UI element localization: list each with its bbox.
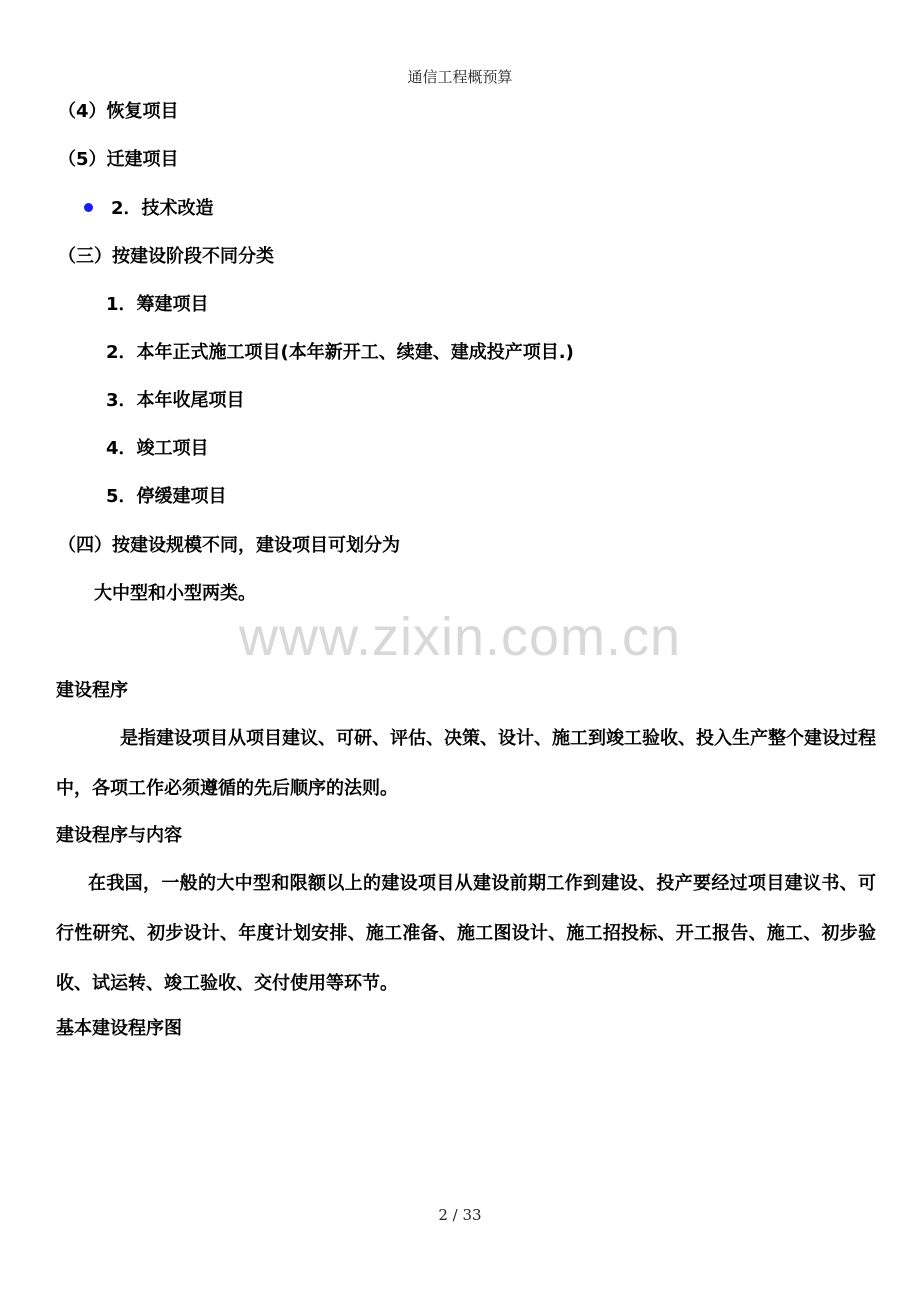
bullet-item-tech-upgrade	[84, 198, 214, 220]
bullet-dot-icon	[84, 203, 93, 212]
list-item-preparation: 1．筹建项目	[106, 294, 209, 315]
section-heading-scale: （四）按建设规模不同，建设项目可划分为	[58, 535, 400, 556]
paragraph-procedure: 是指建设项目从项目建议、可研、评估、决策、设计、施工到竣工验收、投入生产整个建设过程中，各项工作必须遵循的先后顺序的法则。	[56, 728, 876, 799]
heading-procedure-diagram: 基本建设程序图	[56, 1018, 182, 1039]
heading-procedure: 建设程序	[56, 680, 128, 701]
paragraph-procedure-content: 在我国，一般的大中型和限额以上的建设项目从建设前期工作到建设、投产要经过项目建议书、可行性研究、初步设计、年度计划安排、施工准备、施工图设计、施工招投标、开工报告、施工、初步验收、试运转、竣工验收、交付使用等环节。	[56, 873, 876, 994]
list-item-restore: （4）恢复项目	[58, 101, 179, 122]
page-number: 2 / 33	[438, 1206, 482, 1224]
page-header: 通信工程概预算	[407, 68, 513, 86]
list-item-completed: 4．竣工项目	[106, 438, 209, 459]
heading-procedure-content: 建设程序与内容	[56, 825, 182, 846]
section-heading-phase: （三）按建设阶段不同分类	[58, 246, 274, 267]
watermark: www.zixin.com.cn	[238, 607, 682, 667]
scale-description: 大中型和小型两类。	[94, 583, 256, 604]
list-item-suspended: 5．停缓建项目	[106, 486, 227, 507]
list-item-relocate: （5）迁建项目	[58, 149, 179, 170]
list-item-current-year: 2．本年正式施工项目(本年新开工、续建、建成投产项目.)	[106, 342, 574, 363]
list-item-closing: 3．本年收尾项目	[106, 390, 245, 411]
bullet-item-label: 2．技术改造	[111, 198, 214, 219]
